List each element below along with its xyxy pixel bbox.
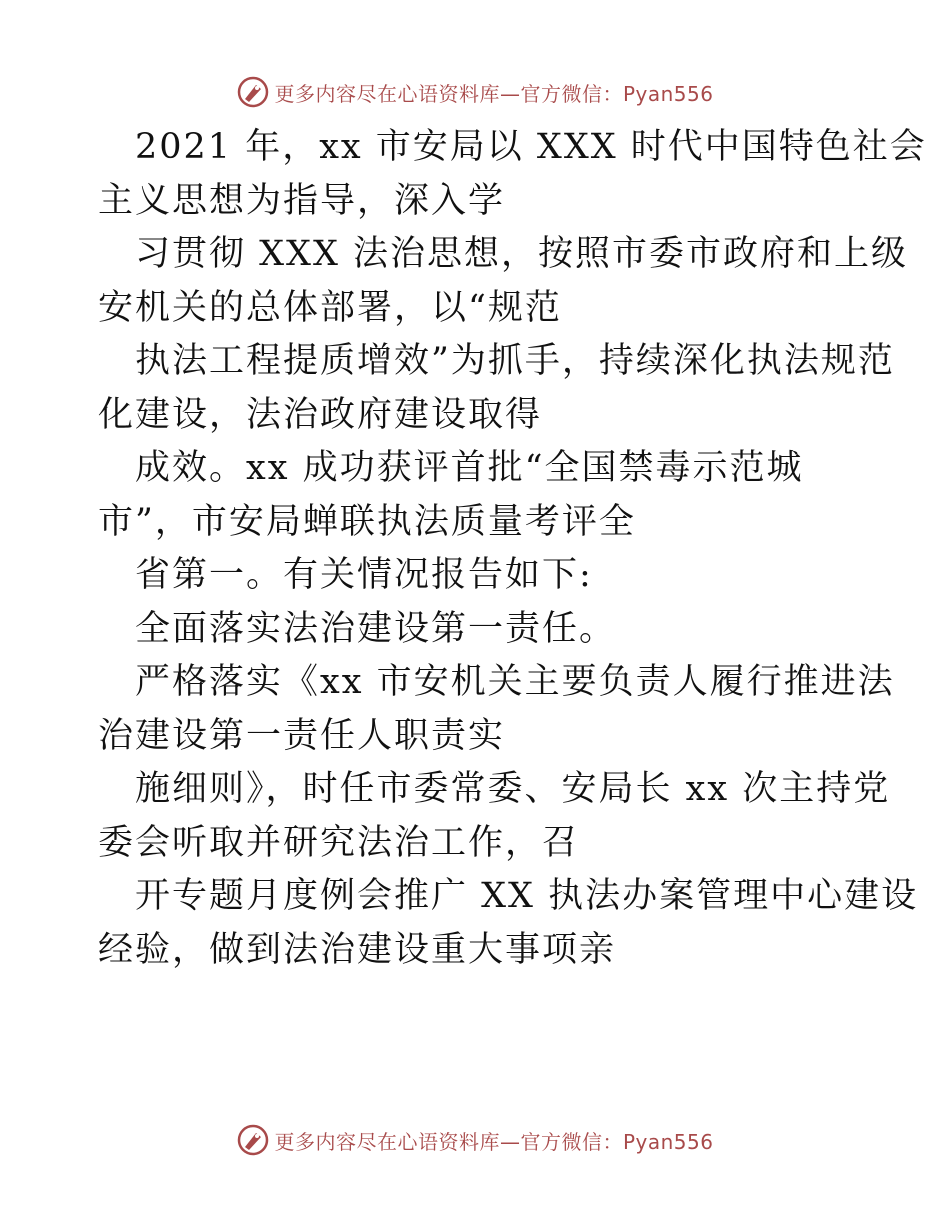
- body-text-line: 施细则》，时任市委常委、安局长 xx 次主持党: [135, 769, 891, 809]
- watermark-text: 更多内容尽在心语资料库—官方微信：Pyan556: [274, 1129, 714, 1154]
- footer-watermark: [0, 1120, 950, 1160]
- body-text-line: 化建设，法治政府建设取得: [98, 394, 543, 435]
- body-text-line: 安机关的总体部署，以“规范: [98, 287, 562, 328]
- body-text-line: 严格落实《xx 市安机关主要负责人履行推进法: [135, 662, 895, 702]
- body-text-line: 治建设第一责任人职责实: [98, 715, 506, 756]
- header-watermark: [0, 72, 950, 112]
- pen-nib-seal-icon: [236, 1123, 270, 1157]
- body-text-line: 习贯彻 XXX 法治思想，按照市委市政府和上级: [135, 234, 909, 274]
- body-text-line: 委会听取并研究法治工作，召: [98, 822, 580, 863]
- body-text-line: 全面落实法治建设第一责任。: [135, 608, 617, 649]
- body-text-line: 成效。xx 成功获评首批“全国禁毒示范城: [135, 448, 804, 488]
- pen-nib-seal-icon: [236, 75, 270, 109]
- body-text-line: 2021 年，xx 市安局以 XXX 时代中国特色社会: [135, 127, 927, 167]
- document-body: [98, 121, 927, 977]
- body-text-line: 市”，市安局蝉联执法质量考评全: [98, 501, 636, 542]
- body-text-line: 主义思想为指导，深入学: [98, 180, 506, 221]
- body-text-line: 经验，做到法治建设重大事项亲: [98, 929, 617, 970]
- body-text-line: 开专题月度例会推广 XX 执法办案管理中心建设: [135, 876, 919, 916]
- body-text-line: 省第一。有关情况报告如下:: [135, 555, 593, 595]
- watermark-text: 更多内容尽在心语资料库—官方微信：Pyan556: [274, 81, 714, 106]
- body-text-line: 执法工程提质增效”为抓手，持续深化执法规范: [135, 341, 895, 381]
